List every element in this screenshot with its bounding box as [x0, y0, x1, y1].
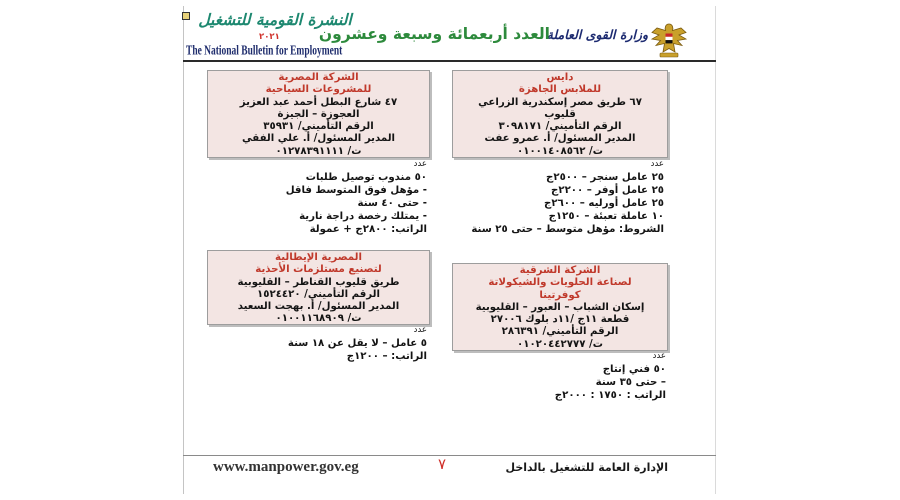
insurance-number: الرقم التأميني/ ١٥٢٤٤٢٠ — [257, 288, 380, 300]
phone-number: ت/ ٠١٠٠١١٦٨٩٠٩ — [275, 313, 362, 325]
manager-name: المدير المسئول/ أ. بهجت السعيد — [237, 301, 400, 313]
company-address: ٤٧ شارع البطل أحمد عبد العزيز — [239, 96, 398, 108]
bulletin-title-ar: النشرة القومية للتشغيل — [198, 11, 352, 29]
company-city: قليوب — [544, 108, 576, 120]
job-line: ٢٥ عامل سنجر – ٢٥٠٠ج — [546, 172, 664, 183]
company-name: دايس — [546, 72, 574, 83]
job-details — [207, 324, 427, 363]
company-city: العجوزة – الجيزة — [277, 108, 360, 120]
company-box — [452, 70, 668, 158]
job-line: - حتى ٤٠ سنة — [357, 198, 427, 209]
job-line: – حتى ٣٥ سنة — [595, 377, 666, 388]
phone-number: ت/ ٠١٠٠١٤٠٨٥٦٢ — [517, 145, 603, 157]
company-box — [452, 263, 668, 351]
footer-website: www.manpower.gov.eg — [213, 459, 359, 475]
salary-line: الراتب: ٢٨٠٠ج + عمولة — [309, 224, 427, 235]
company-brand: كوفرتينا — [539, 289, 581, 301]
company-activity: للمشروعات السياحية — [265, 84, 372, 96]
job-line: ٢٥ عامل أورليه – ٢٦٠٠ج — [544, 198, 664, 209]
insurance-number: الرقم التأميني/ ٣٠٩٨١٧١ — [498, 121, 622, 133]
company-box — [207, 70, 430, 158]
job-line: ٥٠ مندوب توصيل طلبات — [305, 172, 427, 183]
count-label: عدد — [652, 351, 666, 361]
company-address: طريق قليوب القناطر – القليوبية — [237, 276, 400, 288]
company-name: الشركة الشرقية — [519, 265, 601, 276]
ministry-name: وزارة القوى العاملة — [546, 27, 648, 42]
footer-department: الإدارة العامة للتشغيل بالداخل — [505, 461, 668, 474]
count-label: عدد — [413, 325, 427, 335]
salary-line: الراتب : ١٧٥٠ : ٢٠٠٠ج — [554, 390, 666, 401]
company-name: المصرية الإيطالية — [275, 252, 362, 263]
job-line: - مؤهل فوق المتوسط فاقل — [285, 185, 427, 196]
company-address: إسكان الشباب – العبور – القليوبية — [475, 301, 645, 313]
company-activity: لصناعة الحلويات والشيكولاتة — [488, 277, 632, 289]
salary-line: الراتب: – ١٢٠٠ج — [346, 351, 427, 362]
header-divider — [183, 60, 716, 62]
company-activity: لتصنيع مستلزمات الأحذية — [255, 264, 382, 276]
job-line: - يمتلك رخصة دراجة نارية — [299, 211, 427, 222]
insurance-number: الرقم التأميني/ ٣٥٩٣١ — [263, 121, 374, 133]
company-activity: للملابس الجاهزة — [518, 84, 602, 96]
phone-number: ت/ ٠١٢٧٨٣٩١١١١ — [275, 145, 362, 157]
job-line: ٥ عامل – لا يقل عن ١٨ سنة — [287, 338, 427, 349]
page-number: ٧ — [438, 455, 447, 473]
company-box — [207, 250, 430, 325]
job-details — [452, 158, 664, 236]
crop-mark-icon — [182, 12, 190, 20]
job-line: ٢٥ عامل أوفر – ٢٢٠٠ج — [551, 185, 664, 196]
company-name: الشركة المصرية — [278, 72, 359, 83]
job-details — [207, 158, 427, 236]
bulletin-year: ٢٠٢١ — [259, 32, 280, 42]
bulletin-title-en: The National Bulletin for Employment — [186, 42, 343, 58]
count-label: عدد — [413, 159, 427, 169]
manager-name: المدير المسئول/ أ. عمرو عفت — [484, 133, 636, 145]
insurance-number: الرقم التأميني/ ٢٨٦٣٩١ — [501, 326, 619, 338]
phone-number: ت/ ٠١٠٢٠٤٤٢٧٧٧ — [517, 338, 603, 350]
company-address: ٦٧ طريق مصر إسكندرية الزراعي — [478, 96, 642, 108]
job-details — [452, 350, 666, 402]
issue-number: العدد أربعمائة وسبعة وعشرون — [318, 25, 550, 43]
manager-name: المدير المسئول/ أ. علي الفقي — [241, 133, 396, 145]
job-line: ١٠ عاملة تعبئة – ١٢٥٠ج — [548, 211, 664, 222]
footer-divider — [183, 455, 716, 456]
count-label: عدد — [650, 159, 664, 169]
company-plot: قطعة ١١ج /١١د بلوك ٢٧٠٠٦ — [490, 314, 630, 326]
job-line: ٥٠ فني إنتاج — [602, 364, 666, 375]
eagle-emblem-icon — [648, 19, 690, 59]
job-conditions: الشروط: مؤهل متوسط – حتى ٢٥ سنة — [471, 224, 664, 235]
